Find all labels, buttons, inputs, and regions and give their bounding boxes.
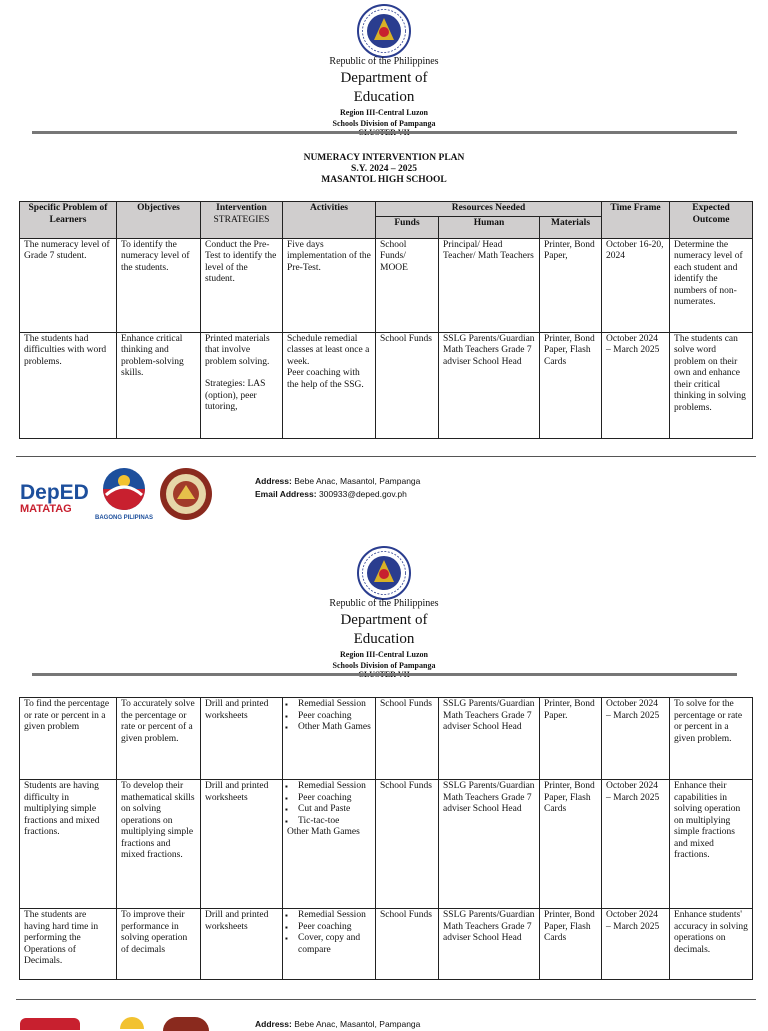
cell-time: October 2024 – March 2025	[602, 332, 670, 438]
footer	[16, 457, 756, 527]
header-activities: Activities	[283, 202, 376, 239]
cell-outcome: To solve for the percentage or rate or percent in a given problem.	[670, 698, 753, 780]
deped-logo-fragment-icon	[20, 1018, 80, 1030]
cell-objectives: To develop their mathematical skills on solving operations on multiplying simple fractions and mixed fractions.	[117, 780, 201, 909]
header-problem: Specific Problem of Learners	[20, 202, 117, 239]
cell-activities: Schedule remedial classes at least once a week. Peer coaching with the help of the SSG.	[283, 332, 376, 438]
intervention-table-page2	[19, 697, 753, 980]
table-row	[20, 238, 753, 332]
bagong-pilipinas-logo-icon	[94, 465, 154, 521]
cell-human: SSLG Parents/Guardian Math Teachers Grade 7 adviser School Head	[439, 698, 540, 780]
cell-objectives: To improve their performance in solving operation of decimals	[117, 909, 201, 980]
header-outcome: Expected Outcome	[670, 202, 753, 239]
cell-materials: Printer, Bond Paper, Flash Cards	[540, 909, 602, 980]
cell-outcome: The students can solve word problem on their own and enhance their critical thinking in solving problems.	[670, 332, 753, 438]
email-text: 300933@deped.gov.ph	[318, 489, 407, 499]
cell-human: SSLG Parents/Guardian Math Teachers Grade 7 adviser School Head	[439, 909, 540, 980]
header-funds: Funds	[376, 216, 439, 238]
table-row	[20, 909, 753, 980]
cell-problem: The students are having hard time in performing the Operations of Decimals.	[20, 909, 117, 980]
activity-item: ▪ Other Math Games	[298, 722, 371, 734]
cell-time: October 2024 – March 2025	[602, 780, 670, 909]
cell-funds: School Funds	[376, 909, 439, 980]
svg-text:MATATAG: MATATAG	[20, 503, 72, 515]
school-seal-fragment-icon	[163, 1017, 209, 1031]
deped-seal-icon	[357, 4, 411, 58]
cell-activities	[283, 780, 376, 909]
contact-info-fragment: Address: Bebe Anac, Masantol, Pampanga	[255, 1019, 421, 1029]
contact-info: Address: Bebe Anac, Masantol, Pampanga Email Address: 300933@deped.gov.ph	[255, 476, 421, 499]
activity-item: ▪ Remedial Session	[298, 781, 371, 793]
footer-divider	[16, 999, 756, 1000]
republic-line: Republic of the Philippines	[329, 56, 439, 67]
cell-problem: To find the percentage or rate or percent in a given problem	[20, 698, 117, 780]
school-name: MASANTOL HIGH SCHOOL	[321, 175, 447, 185]
cell-problem: The numeracy level of Grade 7 student.	[20, 238, 117, 332]
division-line: Schools Division of Pampanga	[332, 119, 436, 128]
plan-title: NUMERACY INTERVENTION PLAN	[303, 153, 465, 163]
cell-time: October 2024 – March 2025	[602, 698, 670, 780]
region-line: Region III-Central Luzon	[339, 650, 428, 659]
department-title: Department of Education	[340, 70, 428, 105]
bagong-pilipinas-fragment-icon	[120, 1017, 144, 1029]
header-time: Time Frame	[602, 202, 670, 239]
cell-human: SSLG Parents/Guardian Math Teachers Grade 7 adviser School Head	[439, 332, 540, 438]
activity-tail: Other Math Games	[287, 827, 360, 837]
school-year: S.Y. 2024 – 2025	[351, 164, 417, 174]
activity-item: ▪ Peer coaching	[298, 711, 371, 723]
deped-matatag-logo-icon	[20, 475, 90, 515]
header-objectives: Objectives	[117, 202, 201, 239]
address-text: Bebe Anac, Masantol, Pampanga	[294, 476, 421, 486]
table-row	[20, 332, 753, 438]
cell-funds: School Funds	[376, 780, 439, 909]
cell-time: October 16-20, 2024	[602, 238, 670, 332]
cell-funds: School Funds	[376, 698, 439, 780]
cell-activities: Five days implementation of the Pre-Test.	[283, 238, 376, 332]
header-divider	[32, 673, 737, 676]
activity-item: ▪ Cover, copy and compare	[298, 933, 371, 956]
cell-objectives: Enhance critical thinking and problem-solving skills.	[117, 332, 201, 438]
division-line: Schools Division of Pampanga	[332, 661, 436, 670]
cell-outcome: Enhance their capabilities in solving operation on multiplying simple fractions and mixed fractions.	[670, 780, 753, 909]
cell-human: Principal/ Head Teacher/ Math Teachers	[439, 238, 540, 332]
cell-objectives: To identify the numeracy level of the students.	[117, 238, 201, 332]
cell-outcome: Determine the numeracy level of each student and identify the numbers of non-numerates.	[670, 238, 753, 332]
activity-item: ▪ Peer coaching	[298, 922, 371, 934]
header-divider	[32, 131, 737, 134]
activity-item: ▪ Tic-tac-toe	[298, 816, 371, 828]
cell-funds: School Funds	[376, 332, 439, 438]
cell-activities	[283, 698, 376, 780]
republic-line: Republic of the Philippines	[329, 598, 439, 609]
cell-problem: The students had difficulties with word problems.	[20, 332, 117, 438]
cell-funds: School Funds/ MOOE	[376, 238, 439, 332]
deped-seal-icon	[357, 546, 411, 600]
cell-materials: Printer, Bond Paper, Flash Cards	[540, 332, 602, 438]
activity-item: ▪ Cut and Paste	[298, 804, 371, 816]
cell-activities	[283, 909, 376, 980]
svg-text:BAGONG PILIPINAS: BAGONG PILIPINAS	[94, 515, 154, 521]
school-seal-icon	[159, 467, 213, 521]
header-resources: Resources Needed	[376, 202, 602, 217]
activity-item: ▪ Peer coaching	[298, 793, 371, 805]
table-row	[20, 780, 753, 909]
cell-intervention: Drill and printed worksheets	[201, 909, 283, 980]
table-row	[20, 698, 753, 780]
cell-outcome: Enhance students' accuracy in solving operations on decimals.	[670, 909, 753, 980]
region-line: Region III-Central Luzon	[339, 108, 428, 117]
cell-materials: Printer, Bond Paper, Flash Cards	[540, 780, 602, 909]
header-human: Human	[439, 216, 540, 238]
activity-item: ▪ Remedial Session	[298, 910, 371, 922]
cell-intervention: Printed materials that involve problem solving. Strategies: LAS (option), peer tutoring,	[201, 332, 283, 438]
header-intervention: Intervention STRATEGIES	[201, 202, 283, 239]
cell-materials: Printer, Bond Paper.	[540, 698, 602, 780]
intervention-table-page1	[19, 201, 753, 439]
cell-time: October 2024 – March 2025	[602, 909, 670, 980]
cell-human: SSLG Parents/Guardian Math Teachers Grade 7 adviser School Head	[439, 780, 540, 909]
cell-problem: Students are having difficulty in multiplying simple fractions and mixed fractions.	[20, 780, 117, 909]
cell-intervention: Conduct the Pre-Test to identify the level of the student.	[201, 238, 283, 332]
svg-text:DepED: DepED	[20, 481, 89, 504]
cell-intervention: Drill and printed worksheets	[201, 780, 283, 909]
cell-materials: Printer, Bond Paper,	[540, 238, 602, 332]
department-title: Department of Education	[340, 612, 428, 647]
footer-fragment	[0, 1017, 768, 1029]
header-materials: Materials	[540, 216, 602, 238]
cell-objectives: To accurately solve the percentage or rate or percent of a given problem.	[117, 698, 201, 780]
activity-item: ▪ Remedial Session	[298, 699, 371, 711]
plan-title-block	[0, 153, 768, 186]
cell-intervention: Drill and printed worksheets	[201, 698, 283, 780]
